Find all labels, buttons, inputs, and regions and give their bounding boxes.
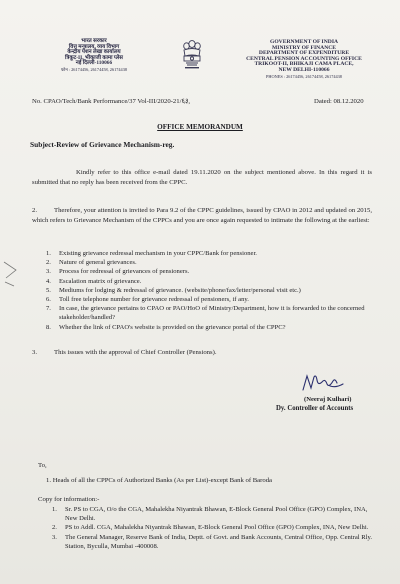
list-item-text: Existing grievance redressal mechanism in your CPPC/Bank for pensioner. <box>59 250 257 257</box>
paragraph-3-text: This issues with the approval of Chief Controller (Pensions). <box>54 349 217 356</box>
paragraph-2-text: Therefore, your attention is invited to Para 9.2 of the CPPC guidelines, issued by CPAO in 2012 and updated on 2015, which refers to Grievance Mechanism of the CPPCs and you are once again requested to intimate the following at the earliest: <box>32 207 372 224</box>
list-item-number: 3. <box>46 268 51 276</box>
copy-item <box>52 533 378 551</box>
copy-item <box>52 523 378 532</box>
list-item-text: Mediums for lodging & redressal of grievance. (website/phone/fax/letter/personal visit etc.) <box>59 286 301 294</box>
letterhead-english-line: NEW DELHI-110066 <box>278 66 330 73</box>
list-item <box>46 249 376 258</box>
list-item-number: 8. <box>46 323 51 331</box>
list-item-text: Nature of general grievances. <box>59 259 137 267</box>
letterhead-english-line: MINISTRY OF FINANCE <box>271 44 337 51</box>
letterhead-english-line: TRIKOOT-II, BHIKAJI CAMA PLACE, <box>254 61 354 68</box>
letterhead-hindi-line: त्रिकूट-II, भीकाजी कामा प्लेस <box>65 54 123 61</box>
requested-items-list <box>46 249 376 332</box>
letterhead-english-phones: PHONES : 26174456, 26174458, 26174438 <box>266 73 342 79</box>
paragraph-1: Kindly refer to this office e-mail dated 19.11.2020 on the subject mentioned above. In this regard it is submitted that no reply has been received from the CPPC. <box>32 169 372 186</box>
letterhead-english-line: GOVERNMENT OF INDIA <box>269 39 339 45</box>
list-item-text: Process for redressal of grievances of pensioners. <box>59 268 190 276</box>
list-item <box>46 323 376 332</box>
list-item-number: 7. <box>46 305 51 313</box>
paragraph-3 <box>32 349 217 357</box>
list-item-text: Escalation matrix of grievance. <box>59 277 142 285</box>
copy-item-text: Sr. PS to CGA, O/o the CGA, Mahalekha Niyantrak Bhawan, E-Block General Pool Office (GPO) Complex, INA, New Delhi. <box>65 506 368 523</box>
letterhead-hindi-line: भारत सरकार <box>81 38 107 44</box>
letterhead-english <box>226 40 382 79</box>
list-item-number: 2. <box>46 259 51 267</box>
copy-list <box>52 505 378 551</box>
letterhead-hindi-phones: फोन : 26174456, 26174458, 26174438 <box>60 66 127 72</box>
copy-item-text: The General Manager, Reserve Bank of India, Deptt. of Govt. and Bank Accounts, Central Office, Opp. Central Rly. Station, Byculla, Mumbai -400008. <box>65 533 372 550</box>
letterhead-hindi-line: वित्त मन्त्रालय, व्यय विभाग <box>68 43 120 50</box>
list-item <box>46 286 376 295</box>
list-item <box>46 304 376 322</box>
memo-heading: OFFICE MEMORANDUM <box>157 123 243 131</box>
paragraph-3-number: 3. <box>32 349 38 356</box>
letterhead-hindi-line: केन्द्रीय पेंशन लेखा कार्यालय <box>67 49 121 56</box>
letterhead-hindi-line: नई दिल्ली-110066 <box>75 60 113 67</box>
reference-number: No. CPAO/Tech/Bank Performance/37 Vol-III/2020-21/६३, <box>32 98 191 105</box>
list-item <box>46 295 376 304</box>
list-item-text: In case, the grievance pertains to CPAO or PAO/HoO of Ministry/Department, how it is forwarded to the concerned stakeholder/handled? <box>59 305 365 322</box>
letterhead-hindi <box>48 39 140 73</box>
letterhead-english-line: CENTRAL PENSION ACCOUNTING OFFICE <box>246 55 362 62</box>
list-item-number: 5. <box>46 286 51 294</box>
list-item-number: 1. <box>46 250 51 257</box>
paragraph-2-number: 2. <box>32 207 38 214</box>
list-item-number: 6. <box>46 296 51 304</box>
letterhead-english-line: DEPARTMENT OF EXPENDITURE <box>258 50 350 57</box>
list-item-text: Toll free telephone number for grievance redressal of pensioners, if any. <box>59 296 249 304</box>
copy-label: Copy for information:- <box>38 496 100 503</box>
list-item <box>46 267 376 276</box>
dated: Dated: 08.12.2020 <box>314 98 364 105</box>
signer-designation: Dy. Controller of Accounts <box>276 405 354 412</box>
list-item-number: 4. <box>46 277 51 285</box>
copy-item-text: PS to Addl. CGA, Mahalekha Niyantrak Bhawan, E-Block General Pool Office (GPO) Complex, INA, New Delhi. <box>65 524 369 532</box>
copy-item <box>52 505 378 523</box>
copy-item-number: 3. <box>52 533 57 541</box>
national-emblem-icon <box>180 38 204 70</box>
copy-item-number: 2. <box>52 524 57 532</box>
list-item <box>46 258 376 267</box>
subject-line: Subject-Review of Grievance Mechanism-reg. <box>30 140 175 149</box>
paragraph-2 <box>32 206 372 225</box>
addressee-line: 1. Heads of all the CPPCs of Authorized Banks (As per List)-except Bank of Baroda <box>46 477 273 484</box>
copy-item-number: 1. <box>52 506 57 513</box>
to-label: To, <box>38 462 47 469</box>
punch-mark <box>2 258 22 288</box>
signer-name: (Neeraj Kulhari) <box>304 396 352 403</box>
list-item <box>46 277 376 286</box>
handwritten-signature <box>300 372 346 398</box>
list-item-text: Whether the link of CPAO's website is provided on the grievance portal of the CPPC? <box>59 323 286 331</box>
